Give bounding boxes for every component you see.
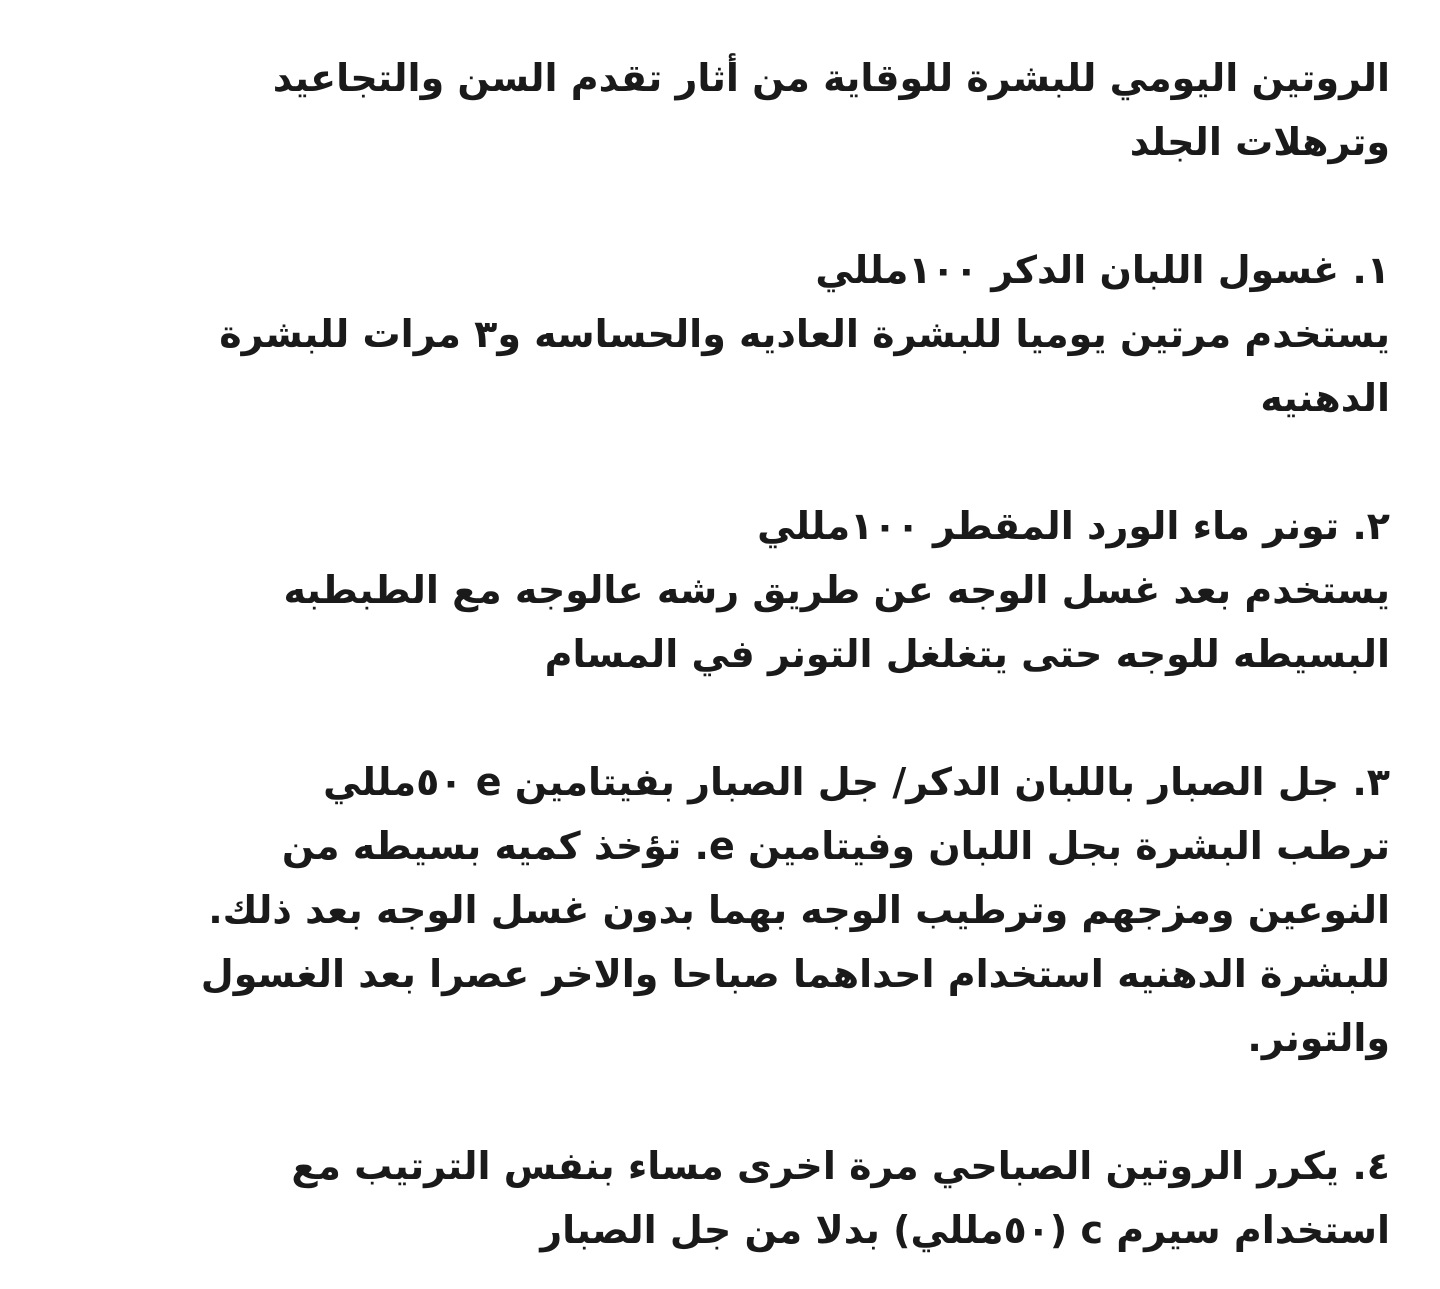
step-3-text-line-3: للبشرة الدهنيه استخدام احداهما صباحا والاخر عصرا بعد الغسول bbox=[200, 952, 1390, 996]
title-line-2: وترهلات الجلد bbox=[1129, 120, 1390, 164]
step-2-text-line-2: البسيطه للوجه حتى يتغلغل التونر في المسام bbox=[544, 632, 1390, 676]
step-2-heading: ٢. تونر ماء الورد المقطر ١٠٠مللي bbox=[757, 504, 1390, 548]
spacer bbox=[60, 430, 1390, 494]
step-4-text-line-1: استخدام سيرم c (٥٠مللي) بدلا من جل الصبار bbox=[540, 1208, 1390, 1252]
step-1-text-line-1: يستخدم مرتين يوميا للبشرة العاديه والحساسه و٣ مرات للبشرة bbox=[219, 312, 1390, 356]
step-3-text-line-1: ترطب البشرة بجل اللبان وفيتامين e. تؤخذ كميه بسيطه من bbox=[281, 824, 1390, 868]
step-3-heading: ٣. جل الصبار باللبان الدكر/ جل الصبار بفيتامين e ٥٠مللي bbox=[323, 760, 1390, 804]
title-line-1: الروتين اليومي للبشرة للوقاية من أثار تقدم السن والتجاعيد bbox=[272, 56, 1390, 100]
document-title bbox=[60, 46, 1390, 174]
step-1 bbox=[60, 238, 1390, 430]
step-4-heading: ٤. يكرر الروتين الصباحي مرة اخرى مساء بنفس الترتيب مع bbox=[291, 1144, 1390, 1188]
step-2 bbox=[60, 494, 1390, 686]
step-3-text-line-4: والتونر. bbox=[1247, 1016, 1390, 1060]
spacer bbox=[60, 1070, 1390, 1134]
step-2-text-line-1: يستخدم بعد غسل الوجه عن طريق رشه عالوجه مع الطبطبه bbox=[283, 568, 1390, 612]
step-1-heading: ١. غسول اللبان الدكر ١٠٠مللي bbox=[815, 248, 1390, 292]
spacer bbox=[60, 686, 1390, 750]
step-3 bbox=[60, 750, 1390, 1070]
step-1-text-line-2: الدهنيه bbox=[1260, 376, 1390, 420]
step-4 bbox=[60, 1134, 1390, 1262]
step-3-text-line-2: النوعين ومزجهم وترطيب الوجه بهما بدون غسل الوجه بعد ذلك. bbox=[208, 888, 1390, 932]
spacer bbox=[60, 174, 1390, 238]
